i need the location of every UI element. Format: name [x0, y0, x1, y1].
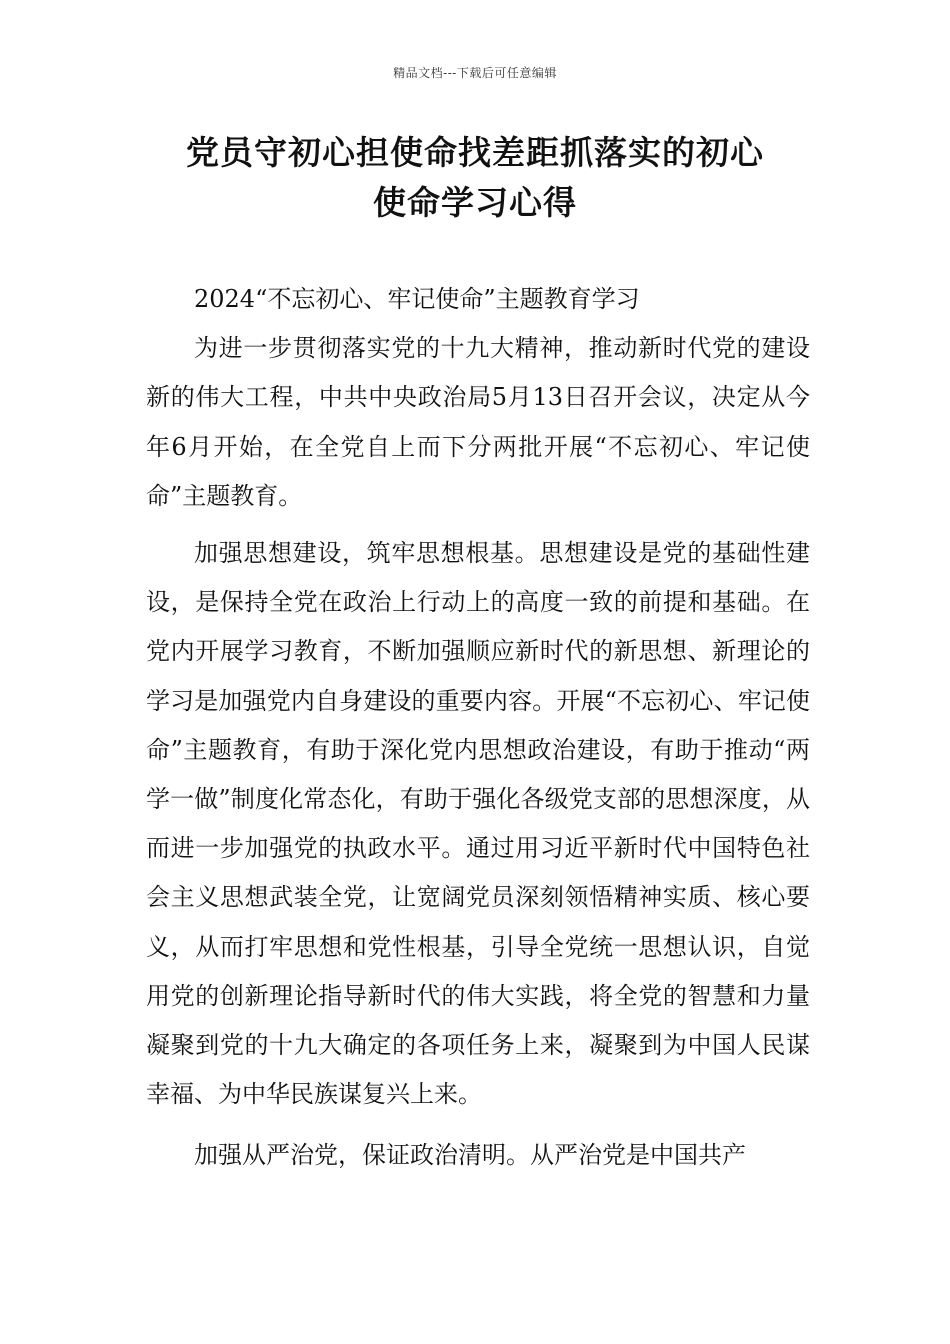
title-line-1: 党员守初心担使命找差距抓落实的初心	[186, 133, 764, 172]
title-line-2: 使命学习心得	[373, 183, 577, 222]
paragraph: 加强从严治党，保证政治清明。从严治党是中国共产	[194, 1141, 746, 1170]
header-note: 精品文档---下载后可任意编辑	[393, 66, 557, 80]
document-subtitle: 2024“不忘初心、牢记使命”主题教育学习	[194, 285, 640, 313]
document-title	[140, 128, 810, 228]
paragraph: 加强思想建设，筑牢思想根基。思想建设是党的基础性建设，是保持全党在政治上行动上的高度一致的前提和基础。在党内开展学习教育，不断加强顺应新时代的新思想、新理论的学习是加强党内自身建设的重要内容。开展“不忘初心、牢记使命”主题教育，有助于深化党内思想政治建设，有助于推动“两学一做”制度化常态化，有助于强化各级党支部的思想深度，从而进一步加强党的执政水平。通过用习近平新时代中国特色社会主义思想武装全党，让宽阔党员深刻领悟精神实质、核心要义，从而打牢思想和党性根基，引导全党统一思想认识，自觉用党的创新理论指导新时代的伟大实践，将全党的智慧和力量凝聚到党的十九大确定的各项任务上来，凝聚到为中国人民谋幸福、为中华民族谋复兴上来。	[146, 539, 810, 1109]
document-body	[146, 275, 810, 1181]
paragraph: 为进一步贯彻落实党的十九大精神，推动新时代党的建设新的伟大工程，中共中央政治局5月13日召开会议，决定从今年6月开始，在全党自上而下分两批开展“不忘初心、牢记使命”主题教育。	[146, 334, 810, 510]
